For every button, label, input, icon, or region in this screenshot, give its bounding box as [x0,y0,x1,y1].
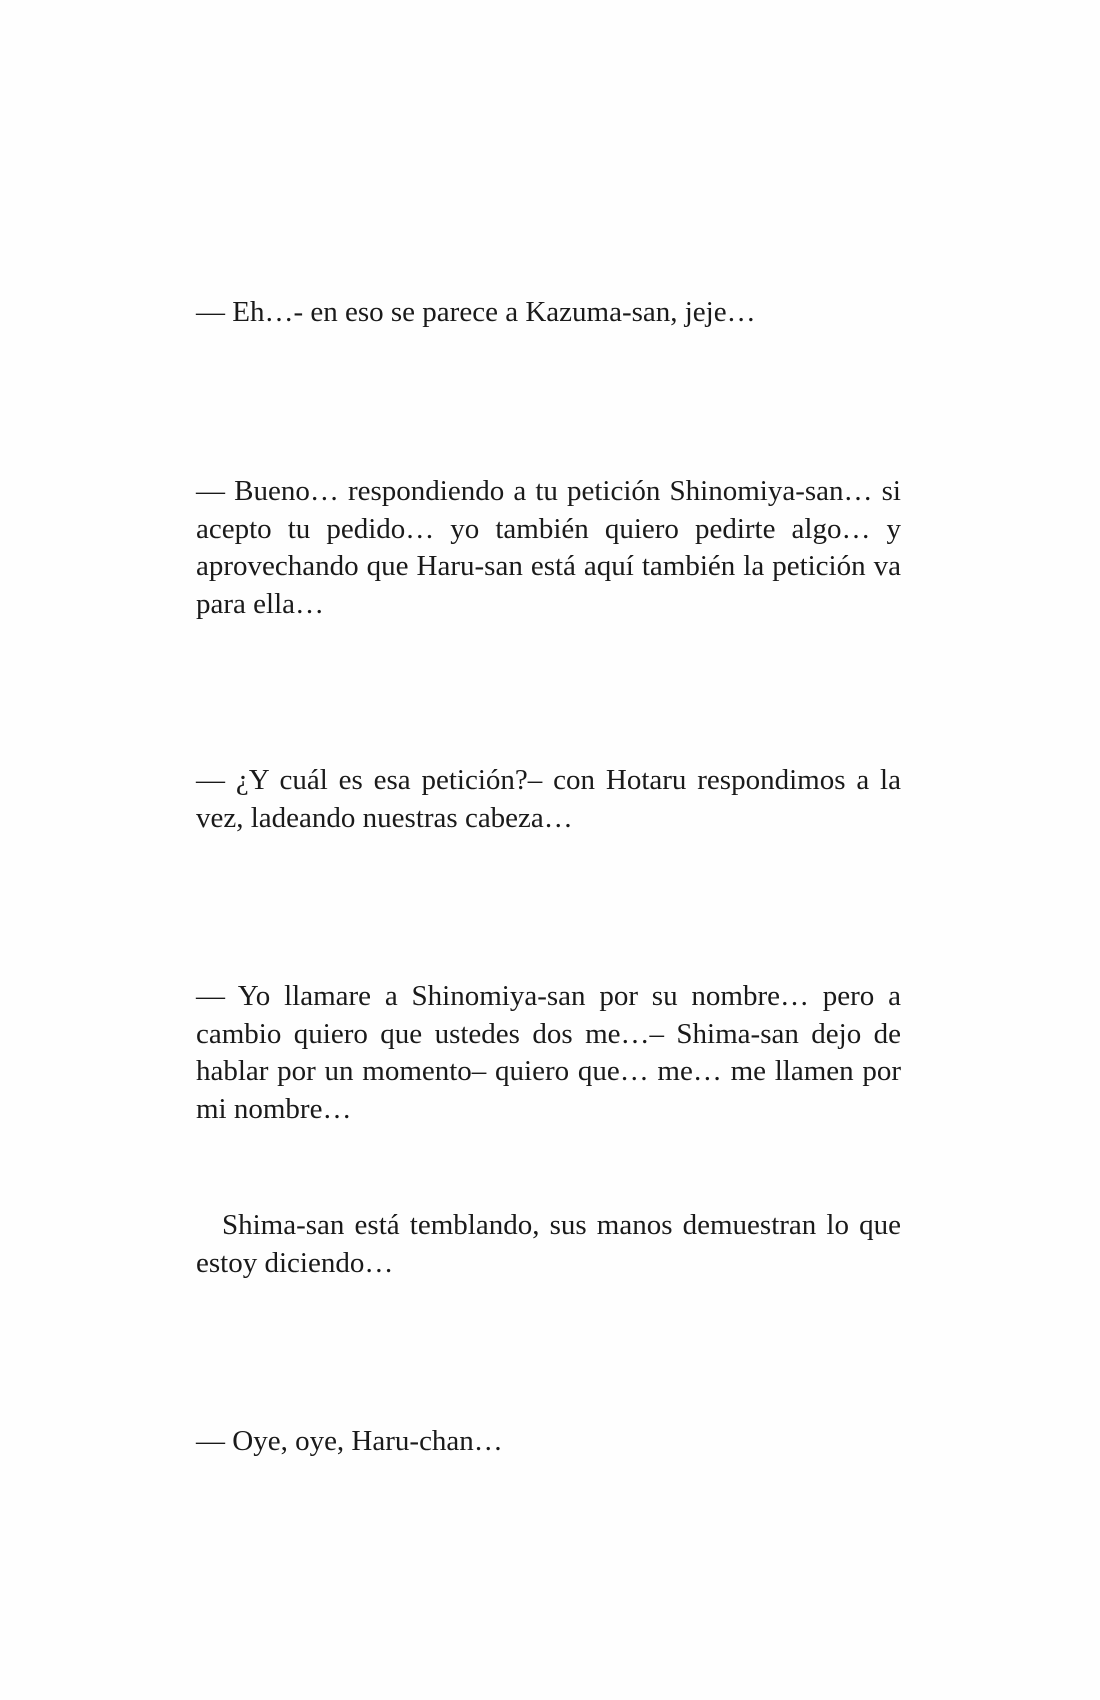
paragraph-dialogue-4: — Yo llamare a Shinomiya-san por su nombre… pero a cambio quiero que ustedes dos me…– Shima-san dejo de hablar por un momento– quiero que… me… me llamen por mi nombre… [196,980,901,1125]
paragraph-dialogue-1: — Eh…- en eso se parece a Kazuma-san, jeje… [196,296,756,328]
paragraph-dialogue-3: — ¿Y cuál es esa petición?– con Hotaru respondimos a la vez, ladeando nuestras cabeza… [196,764,901,834]
paragraph-narration: Shima-san está temblando, sus manos demuestran lo que estoy diciendo… [196,1209,901,1279]
paragraph-dialogue-2: — Bueno… respondiendo a tu petición Shinomiya-san… si acepto tu pedido… yo también quiero pedirte algo… y aprovechando que Haru-san está aquí también la petición va para ella… [196,475,901,620]
paragraph-dialogue-5: — Oye, oye, Haru-chan… [196,1425,503,1457]
